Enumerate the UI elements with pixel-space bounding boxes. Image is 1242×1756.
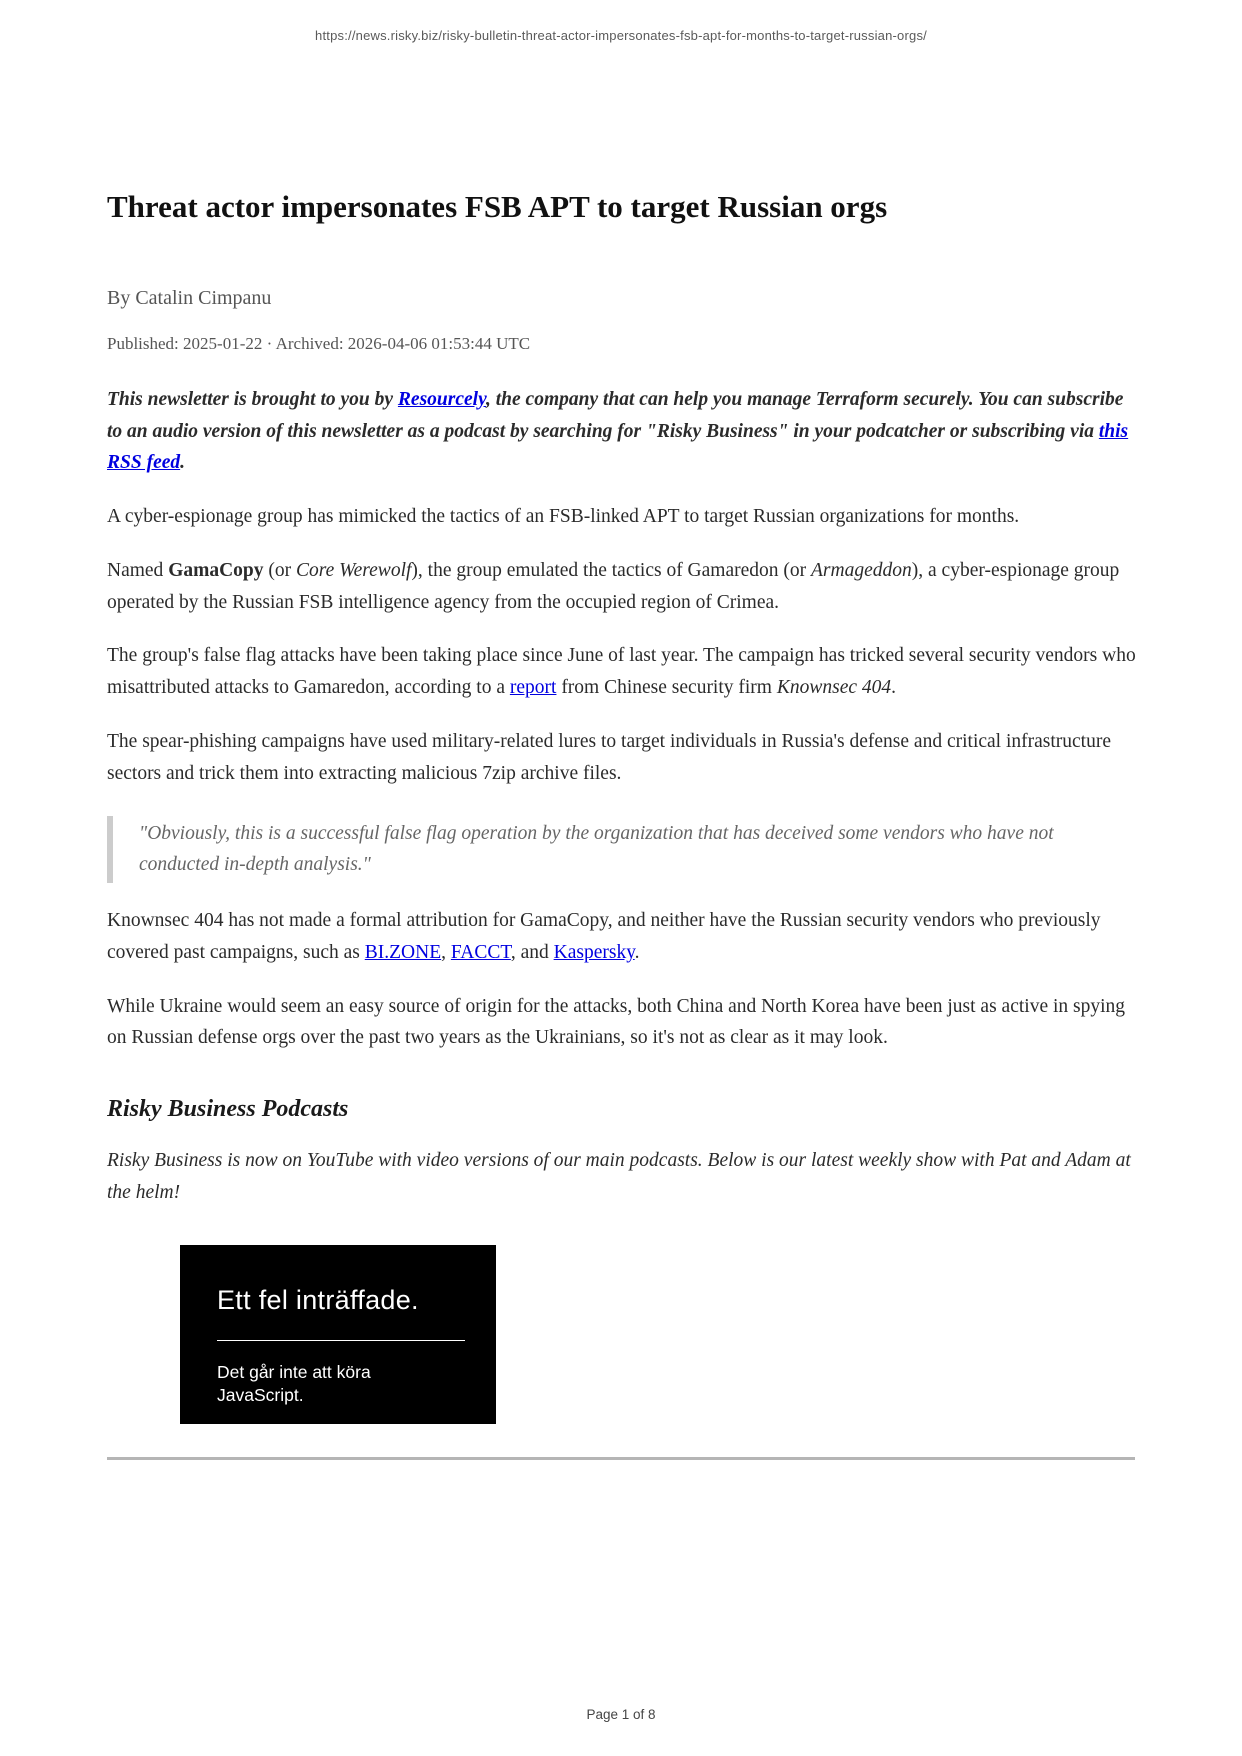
video-error-title: Ett fel inträffade. [217, 1284, 419, 1315]
bizone-link[interactable]: BI.ZONE [364, 941, 442, 963]
kaspersky-link[interactable]: Kaspersky [553, 941, 635, 963]
text-run: The group's false flag attacks have been taking place since June of last year. The campaign has tricked several security vendors who misattributed attacks to Gamaredon, according to a [107, 645, 1136, 699]
core-werewolf-name: Core Werewolf [296, 559, 412, 581]
text-run: , [441, 941, 451, 963]
text-run: , the company that can help you manage Terraform securely. You can subscribe to an audio version of this newsletter as a podcast by searching for "Risky Business" in your podcatcher or subscribing via [107, 388, 1124, 442]
text-run: (or [263, 559, 297, 581]
page-title: Threat actor impersonates FSB APT to target Russian orgs [107, 189, 888, 224]
resourcely-link[interactable]: Resourcely [397, 388, 487, 410]
text-run: . [180, 452, 185, 474]
video-error-divider [217, 1340, 465, 1341]
video-error-message: Det går inte att köra JavaScript. [217, 1361, 371, 1406]
paragraph-spear-phishing: The spear-phishing campaigns have used military-related lures to target individuals in Russia's defense and critical infrastructure sectors and trick them into extracting malicious 7zip archive files. [107, 731, 1111, 784]
text-run: . [634, 941, 640, 963]
text-run: , and [510, 941, 554, 963]
text-run: ), the group emulated the tactics of Gamaredon (or [411, 559, 812, 581]
text-run: . [891, 677, 897, 699]
text-run: This newsletter is brought to you by [107, 388, 398, 410]
published-archived-meta: Published: 2025-01-22 · Archived: 2026-04-06 01:53:44 UTC [107, 333, 531, 353]
paragraph-ukraine: While Ukraine would seem an easy source of origin for the attacks, both China and North Korea have been just as active in spying on Russian defense orgs over the past two years as the Ukrainians, so it's not as clear as it may look. [107, 995, 1126, 1049]
sponsor-intro-paragraph [107, 384, 1137, 479]
paragraph-lede: A cyber-espionage group has mimicked the tactics of an FSB-linked APT to target Russian organizations for months. [107, 506, 1020, 528]
armageddon-name: Armageddon [811, 559, 912, 581]
youtube-embed-error-box[interactable] [180, 1245, 496, 1424]
paragraph-false-flag [107, 640, 1137, 704]
pull-quote: "Obviously, this is a successful false flag operation by the organization that has deceived some vendors who have not conducted in-depth analysis." [107, 816, 1137, 884]
paragraph-attribution [107, 905, 1137, 969]
section-divider [107, 1457, 1135, 1460]
paragraph-gamacopy [107, 555, 1137, 619]
page-number-footer: Page 1 of 8 [586, 1707, 656, 1722]
facct-link[interactable]: FACCT [450, 941, 511, 963]
gamacopy-name: GamaCopy [168, 559, 264, 581]
byline: By Catalin Cimpanu [107, 286, 272, 309]
text-run: Named [107, 559, 169, 581]
text-run: from Chinese security firm [556, 677, 777, 699]
text-run: ), a cyber-espionage group operated by the Russian FSB intelligence agency from the occupied region of Crimea. [107, 559, 1120, 613]
podcasts-heading: Risky Business Podcasts [107, 1096, 349, 1123]
article-content [107, 0, 1137, 1460]
print-url-header: https://news.risky.biz/risky-bulletin-threat-actor-impersonates-fsb-apt-for-months-to-target-russian-orgs/ [315, 28, 927, 43]
rss-feed-link[interactable]: this RSS feed [107, 420, 1129, 474]
report-link[interactable]: report [509, 677, 557, 699]
knownsec-name: Knownsec 404 [776, 677, 892, 699]
text-run: Knownsec 404 has not made a formal attribution for GamaCopy, and neither have the Russian security vendors who previously covered past campaigns, such as [107, 910, 1101, 963]
podcasts-note: Risky Business is now on YouTube with video versions of our main podcasts. Below is our latest weekly show with Pat and Adam at the helm! [107, 1150, 1131, 1204]
